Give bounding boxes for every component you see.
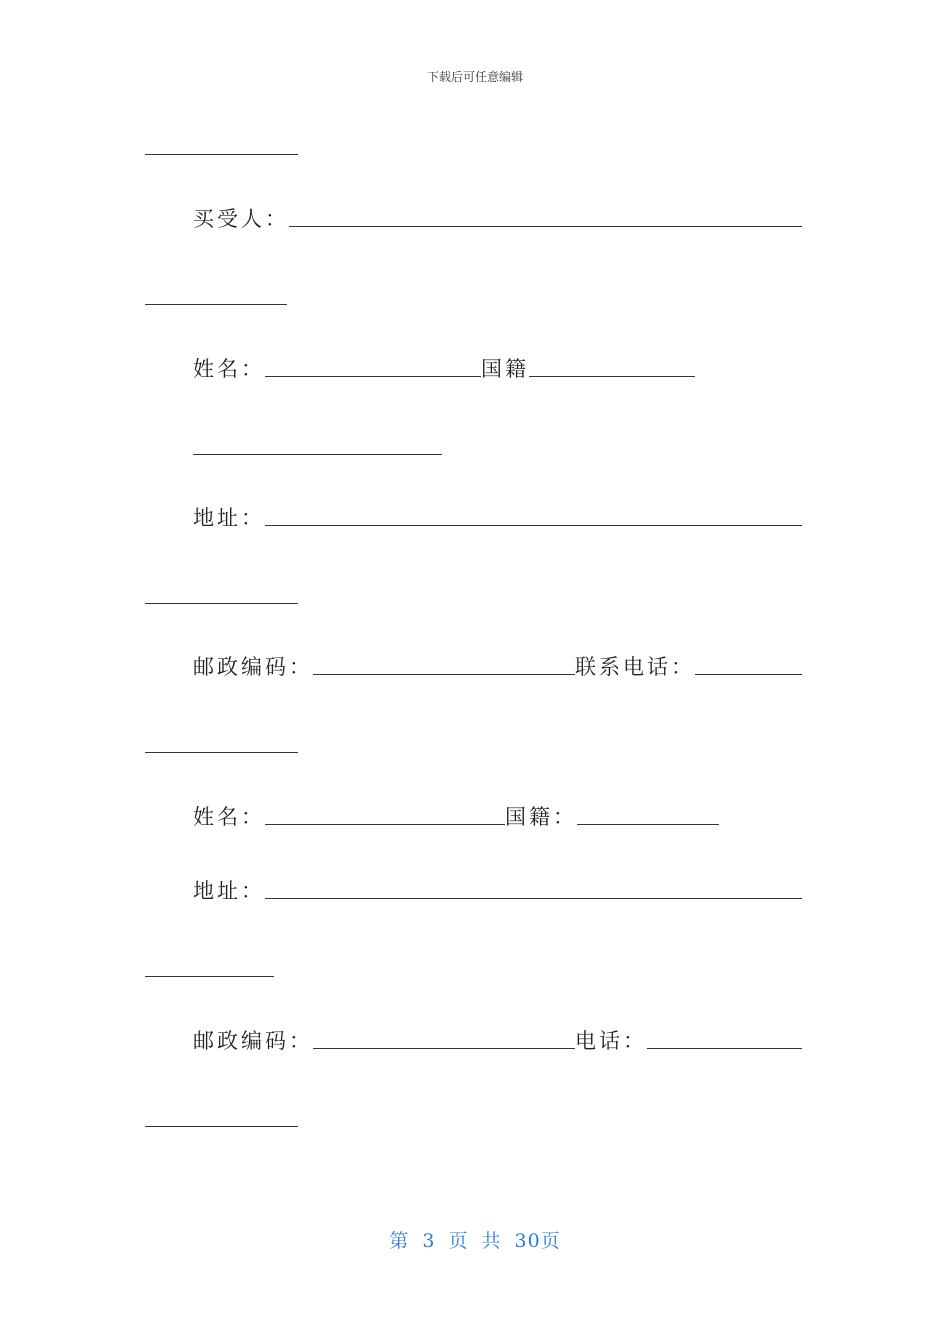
name-label: 姓名： — [193, 357, 265, 381]
blank-line — [145, 752, 298, 753]
nationality-label: 国籍： — [505, 805, 577, 829]
blank-line — [145, 1126, 298, 1127]
postal-label: 邮政编码： — [193, 1029, 313, 1053]
phone-label: 电话： — [575, 1029, 647, 1053]
page-header: 下载后可任意编辑 — [426, 70, 523, 84]
buyer-field[interactable] — [289, 226, 802, 227]
address-row-1 — [193, 506, 802, 530]
nationality-label: 国籍 — [481, 357, 529, 381]
name-field[interactable] — [265, 824, 505, 825]
postal-field[interactable] — [313, 674, 575, 675]
postal-field[interactable] — [313, 1048, 575, 1049]
address-row-2 — [193, 879, 802, 903]
name-row-2 — [193, 805, 802, 829]
postal-row-1 — [193, 655, 802, 679]
buyer-label: 买受人： — [193, 207, 289, 231]
name-label: 姓名： — [193, 805, 265, 829]
address-field[interactable] — [265, 898, 802, 899]
postal-label: 邮政编码： — [193, 655, 313, 679]
address-label: 地址： — [193, 506, 265, 530]
phone-field[interactable] — [695, 674, 802, 675]
phone-field[interactable] — [647, 1048, 802, 1049]
blank-line — [193, 454, 442, 455]
blank-line — [145, 976, 274, 977]
buyer-row — [193, 207, 802, 231]
phone-label: 联系电话： — [575, 655, 695, 679]
blank-line — [145, 304, 287, 305]
name-field[interactable] — [265, 376, 481, 377]
blank-line — [145, 603, 298, 604]
nationality-field[interactable] — [529, 376, 695, 377]
postal-row-2 — [193, 1029, 802, 1053]
name-row-1 — [193, 357, 802, 381]
page-number: 第 3 页 共 30页 — [389, 1230, 561, 1252]
blank-line — [145, 154, 298, 155]
address-label: 地址： — [193, 879, 265, 903]
nationality-field[interactable] — [577, 824, 719, 825]
address-field[interactable] — [265, 525, 802, 526]
